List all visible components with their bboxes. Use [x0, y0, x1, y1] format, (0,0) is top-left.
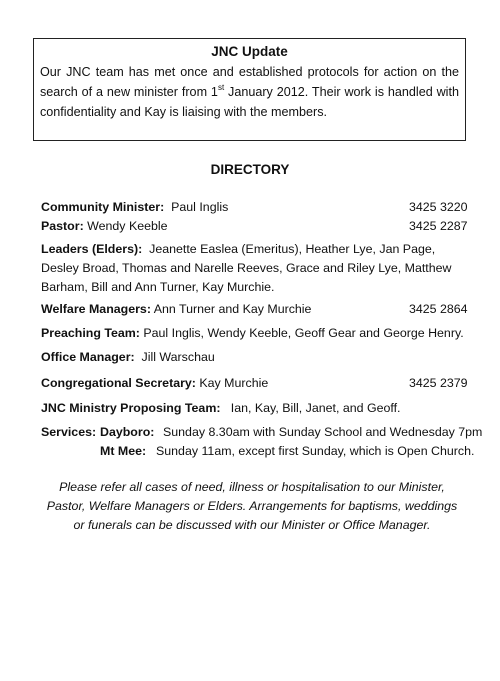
jnc-update-title: JNC Update — [211, 44, 288, 59]
congregational-secretary-phone: 3425 2379 — [409, 376, 468, 390]
preaching-team-label: Preaching Team: — [41, 326, 140, 340]
services-block — [41, 423, 483, 463]
pastor-phone: 3425 2287 — [409, 219, 468, 233]
jnc-proposing-team-names: Ian, Kay, Bill, Janet, and Geoff. — [230, 401, 401, 415]
pastor-name: Wendy Keeble — [87, 219, 168, 233]
congregational-secretary-row — [41, 374, 468, 393]
pastor-row — [41, 217, 468, 236]
service-mtmee-label: Mt Mee: — [100, 444, 147, 458]
community-minister-phone: 3425 3220 — [409, 200, 468, 214]
service-mtmee-times: Sunday 11am, except first Sunday, which is Open Church. — [156, 444, 475, 458]
office-manager-name: Jill Warschau — [141, 350, 215, 364]
community-minister-label: Community Minister: — [41, 200, 165, 214]
service-dayboro-label: Dayboro: — [100, 425, 155, 439]
leaders-label: Leaders (Elders): — [41, 242, 143, 256]
jnc-body-part2: January 2012. Their work is handled with confidentiality and Kay is liaising with the members. — [40, 85, 459, 119]
jnc-update-body — [40, 62, 459, 122]
preaching-team-row — [41, 324, 464, 343]
welfare-managers-row — [41, 300, 468, 319]
pastoral-care-note: Please refer all cases of need, illness or hospitalisation to our Minister, Pastor, Welfare Managers or Elders. Arrangements for baptisms, weddings or funerals can be discussed with our Minister or Office Manager. — [46, 480, 458, 532]
jnc-proposing-team-row — [41, 399, 461, 418]
office-manager-label: Office Manager: — [41, 350, 135, 364]
leaders-row — [41, 240, 461, 297]
community-minister-name: Paul Inglis — [171, 200, 229, 214]
pastor-label: Pastor: — [41, 219, 84, 233]
preaching-team-names: Paul Inglis, Wendy Keeble, Geoff Gear and George Henry. — [143, 326, 464, 340]
office-manager-row — [41, 348, 461, 367]
congregational-secretary-name: Kay Murchie — [199, 376, 269, 390]
directory-title: DIRECTORY — [210, 162, 290, 177]
welfare-managers-names: Ann Turner and Kay Murchie — [153, 302, 312, 316]
jnc-update-box — [33, 38, 466, 141]
congregational-secretary-label: Congregational Secretary: — [41, 376, 196, 390]
jnc-body-superscript: st — [217, 83, 225, 92]
welfare-managers-phone: 3425 2864 — [409, 302, 468, 316]
jnc-body-part1: Our JNC team has met once and established protocols for action on the search of a new minister from 1 — [40, 65, 459, 99]
leaders-names: Jeanette Easlea (Emeritus), Heather Lye, Jan Page, Desley Broad, Thomas and Narelle Reeves, Grace and Riley Lye, Matthew Barham, Bill and Ann Turner, Kay Murchie. — [41, 242, 452, 294]
welfare-managers-label: Welfare Managers: — [41, 302, 151, 316]
community-minister-row — [41, 198, 468, 217]
jnc-proposing-team-label: JNC Ministry Proposing Team: — [41, 401, 221, 415]
service-dayboro-times: Sunday 8.30am with Sunday School and Wednesday 7pm — [163, 425, 483, 439]
services-label: Services: — [41, 425, 97, 439]
